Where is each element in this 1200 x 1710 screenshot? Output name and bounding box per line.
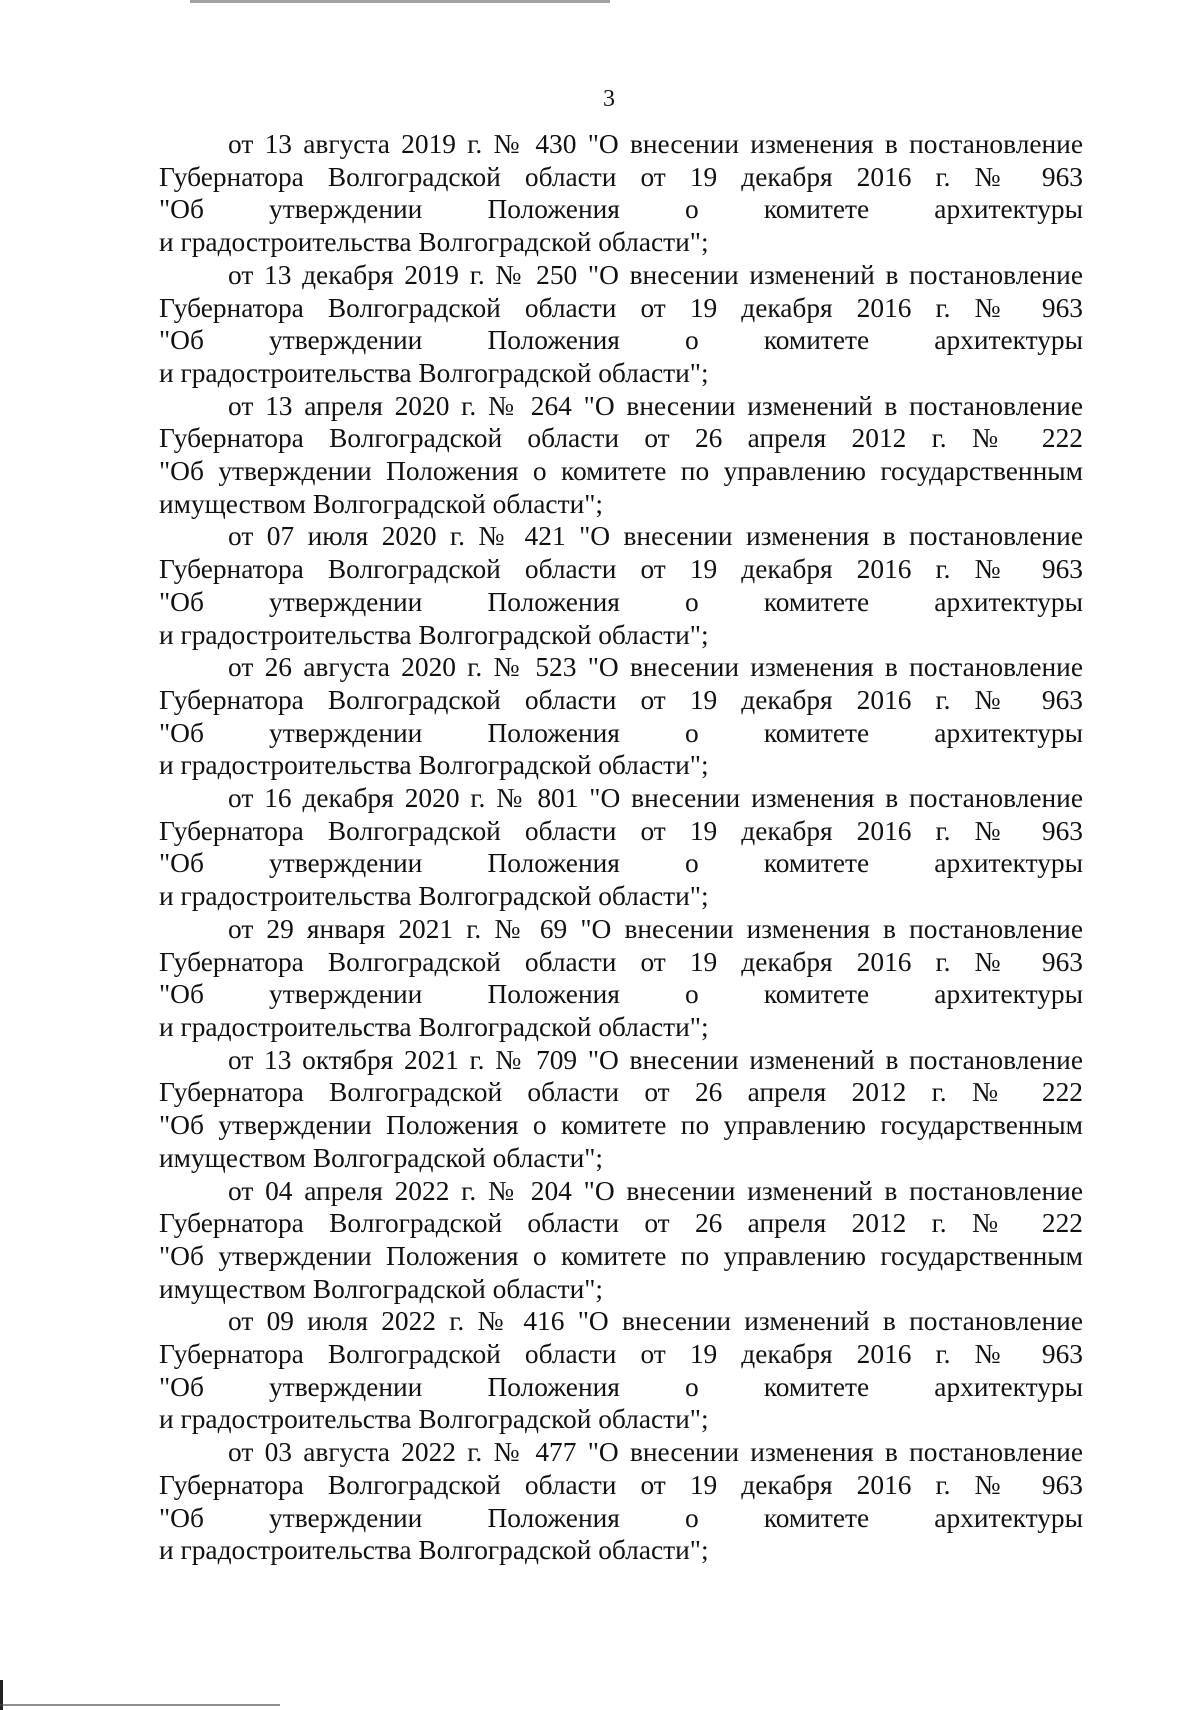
entry-line: "Об утверждении Положения о комитете архитектуры — [159, 717, 1083, 748]
entry-line: "Об утверждении Положения о комитете по управлению государственным — [159, 1110, 1083, 1141]
entry-line: Губернатора Волгоградской области от 26 апреля 2012 г. № 222 — [159, 423, 1083, 454]
entry-line: имуществом Волгоградской области"; — [159, 1273, 604, 1304]
entry-line: от 09 июля 2022 г. № 416 "О внесении изменений в постановление — [228, 1306, 1083, 1337]
entry-line: и градостроительства Волгоградской области"; — [159, 1535, 709, 1566]
entry-line: от 13 апреля 2020 г. № 264 "О внесении изменений в постановление — [228, 390, 1083, 421]
document-body — [159, 128, 1083, 1567]
entry-line: "Об утверждении Положения о комитете архитектуры — [159, 979, 1083, 1010]
entry-line: от 16 декабря 2020 г. № 801 "О внесении изменения в постановление — [228, 783, 1083, 814]
entry-line: Губернатора Волгоградской области от 19 декабря 2016 г. № 963 — [159, 684, 1083, 715]
entry-line: имуществом Волгоградской области"; — [159, 488, 604, 519]
entry-line: "Об утверждении Положения о комитете архитектуры — [159, 325, 1083, 356]
entry-line: и градостроительства Волгоградской области"; — [159, 1404, 709, 1435]
entry-line: и градостроительства Волгоградской области"; — [159, 227, 709, 258]
entry-line: "Об утверждении Положения о комитете по управлению государственным — [159, 1240, 1083, 1271]
entry-line: и градостроительства Волгоградской области"; — [159, 750, 709, 781]
entry-line: и градостроительства Волгоградской области"; — [159, 619, 709, 650]
amendment-entry — [159, 1044, 1083, 1175]
entry-line: Губернатора Волгоградской области от 26 апреля 2012 г. № 222 — [159, 1077, 1083, 1108]
entry-line: имуществом Волгоградской области"; — [159, 1142, 604, 1173]
scan-edge-mark — [190, 0, 610, 3]
entry-line: от 13 декабря 2019 г. № 250 "О внесении изменений в постановление — [228, 259, 1083, 290]
entry-line: Губернатора Волгоградской области от 19 декабря 2016 г. № 963 — [159, 815, 1083, 846]
entry-line: "Об утверждении Положения о комитете архитектуры — [159, 1502, 1083, 1533]
scan-edge-mark — [0, 1704, 280, 1706]
entry-line: "Об утверждении Положения о комитете архитектуры — [159, 1371, 1083, 1402]
amendment-entry — [159, 390, 1083, 521]
entry-line: и градостроительства Волгоградской области"; — [159, 1011, 709, 1042]
entry-line: "Об утверждении Положения о комитете по управлению государственным — [159, 456, 1083, 487]
entry-line: от 04 апреля 2022 г. № 204 "О внесении изменений в постановление — [228, 1175, 1083, 1206]
entry-line: "Об утверждении Положения о комитете архитектуры — [159, 848, 1083, 879]
entry-line: от 13 августа 2019 г. № 430 "О внесении изменения в постановление — [228, 129, 1083, 159]
amendment-entry — [159, 913, 1083, 1044]
entry-line: от 26 августа 2020 г. № 523 "О внесении изменения в постановление — [228, 652, 1083, 683]
entry-line: Губернатора Волгоградской области от 19 декабря 2016 г. № 963 — [159, 554, 1083, 585]
entry-line: от 13 октября 2021 г. № 709 "О внесении изменений в постановление — [228, 1044, 1083, 1075]
entry-line: и градостроительства Волгоградской области"; — [159, 881, 709, 912]
amendment-entry — [159, 128, 1083, 259]
entry-line: Губернатора Волгоградской области от 19 декабря 2016 г. № 963 — [159, 161, 1083, 192]
amendment-entry — [159, 651, 1083, 782]
entry-line: Губернатора Волгоградской области от 19 декабря 2016 г. № 963 — [159, 292, 1083, 323]
amendment-entry — [159, 520, 1083, 651]
entry-line: "Об утверждении Положения о комитете архитектуры — [159, 194, 1083, 225]
amendment-entry — [159, 1305, 1083, 1436]
page-number: 3 — [603, 86, 615, 112]
amendment-entry — [159, 782, 1083, 913]
entry-line: Губернатора Волгоградской области от 26 апреля 2012 г. № 222 — [159, 1208, 1083, 1239]
entry-line: Губернатора Волгоградской области от 19 декабря 2016 г. № 963 — [159, 1339, 1083, 1370]
entry-line: от 03 августа 2022 г. № 477 "О внесении изменения в постановление — [228, 1437, 1083, 1468]
entry-line: "Об утверждении Положения о комитете архитектуры — [159, 586, 1083, 617]
entry-line: от 29 января 2021 г. № 69 "О внесении изменения в постановление — [228, 913, 1083, 944]
amendment-entry — [159, 259, 1083, 390]
entry-line: и градостроительства Волгоградской области"; — [159, 357, 709, 388]
entry-line: от 07 июля 2020 г. № 421 "О внесении изменения в постановление — [228, 521, 1083, 552]
entry-line: Губернатора Волгоградской области от 19 декабря 2016 г. № 963 — [159, 946, 1083, 977]
entry-line: Губернатора Волгоградской области от 19 декабря 2016 г. № 963 — [159, 1469, 1083, 1500]
amendment-entry — [159, 1175, 1083, 1306]
amendment-entry — [159, 1436, 1083, 1567]
